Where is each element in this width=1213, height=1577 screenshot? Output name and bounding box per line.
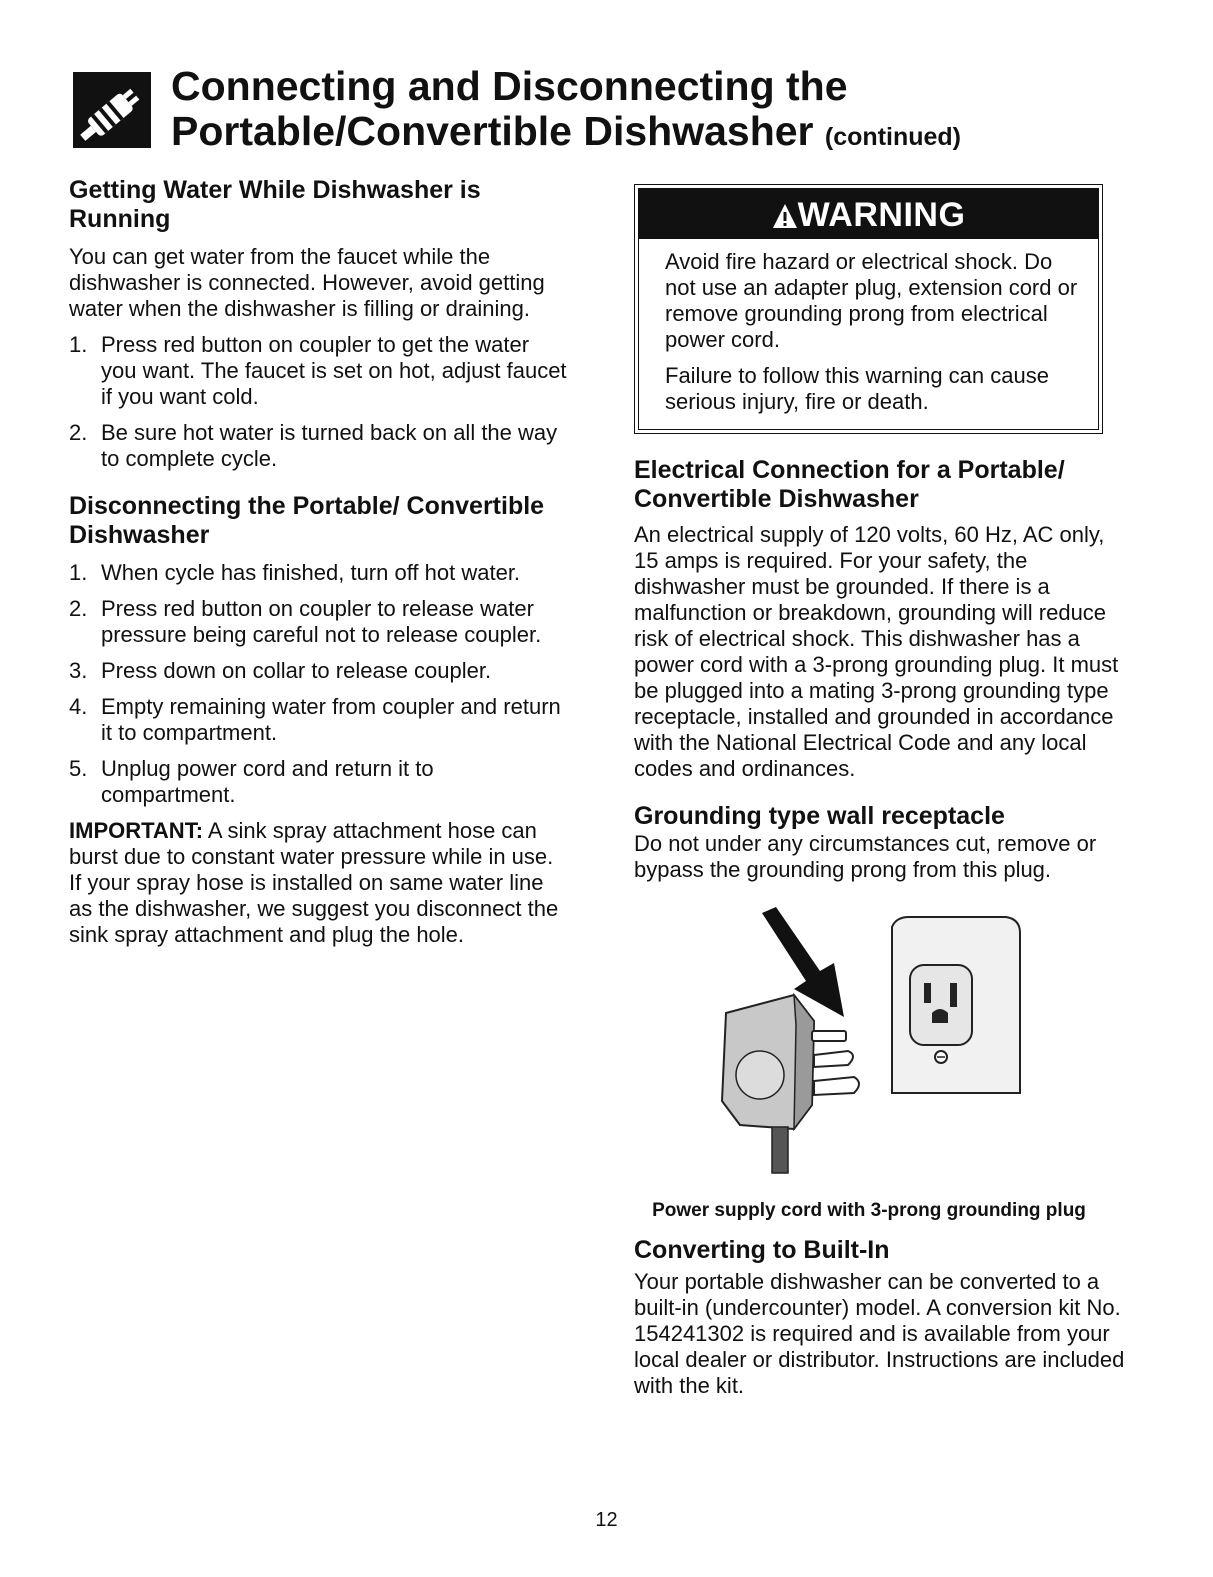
- electrical-text: An electrical supply of 120 volts, 60 Hz, AC only, 15 amps is required. For your safety, the dishwasher must be grounded. If there is a malfunction or breakdown, grounding will reduce risk of electrical shock. This dishwasher has a power cord with a 3-prong grounding plug. It must be plugged into a mating 3-prong grounding type receptacle, installed and grounded in accordance with the National Electrical Code and any local codes and ordinances.: [634, 522, 1119, 781]
- list-item: 2. Press red button on coupler to release water pressure being careful not to release coupler.: [69, 596, 542, 647]
- warning-title: WARNING: [797, 196, 966, 234]
- title-suffix: (continued): [824, 123, 962, 151]
- getting-water-steps: [69, 332, 569, 472]
- warning-triangle-icon: [772, 192, 798, 244]
- list-item: 1. Press red button on coupler to get the water you want. The faucet is set on hot, adjust faucet if you want cold.: [69, 332, 567, 409]
- left-column: [69, 176, 569, 948]
- title-line-1: Connecting and Disconnecting the: [171, 63, 848, 109]
- important-label: IMPORTANT:: [69, 818, 204, 843]
- title-line-2: Portable/Convertible Dishwasher: [171, 108, 814, 154]
- right-column: [634, 184, 1129, 1399]
- important-note: [69, 818, 569, 948]
- section-heading-disconnecting: Disconnecting the Portable/ Convertible Dishwasher: [69, 492, 545, 549]
- disconnecting-steps: [69, 560, 569, 808]
- page-number: 12: [595, 1509, 618, 1531]
- figure-caption: Power supply cord with 3-prong grounding plug: [652, 1200, 1086, 1221]
- warning-box: [634, 184, 1103, 434]
- list-item: 3. Press down on collar to release coupler.: [69, 658, 492, 683]
- getting-water-intro: You can get water from the faucet while the dishwasher is connected. However, avoid getting water when the dishwasher is filling or draining.: [69, 244, 545, 321]
- list-item: 5. Unplug power cord and return it to compartment.: [69, 756, 434, 807]
- list-item: 1. When cycle has finished, turn off hot water.: [69, 560, 521, 585]
- warning-text-1: Avoid fire hazard or electrical shock. Do not use an adapter plug, extension cord or remove grounding prong from electrical power cord.: [665, 249, 1078, 352]
- warning-text-2: Failure to follow this warning can cause serious injury, fire or death.: [665, 363, 1049, 414]
- plug-icon: [73, 72, 151, 148]
- plug-receptacle-illustration: [634, 905, 1114, 1195]
- grounding-text: Do not under any circumstances cut, remove or bypass the grounding prong from this plug.: [634, 831, 1097, 882]
- important-text: A sink spray attachment hose can burst due to constant water pressure while in use. If your spray hose is installed on same water line as the dishwasher, we suggest you disconnect the sink spray attachment and plug the hole.: [69, 818, 559, 947]
- list-item: 4. Empty remaining water from coupler and return it to compartment.: [69, 694, 561, 745]
- section-heading-getting-water: Getting Water While Dishwasher is Running: [69, 176, 481, 233]
- page-title: [171, 64, 961, 160]
- warning-header: [639, 189, 1098, 239]
- section-heading-electrical: Electrical Connection for a Portable/ Convertible Dishwasher: [634, 456, 1065, 513]
- converting-text: Your portable dishwasher can be converted to a built-in (undercounter) model. A conversion kit No. 154241302 is required and is available from your local dealer or distributor. Instructions are included with the kit.: [634, 1269, 1125, 1398]
- section-heading-grounding: Grounding type wall receptacle: [634, 802, 1005, 830]
- section-heading-converting: Converting to Built-In: [634, 1236, 890, 1264]
- list-item: 2. Be sure hot water is turned back on all the way to complete cycle.: [69, 420, 558, 471]
